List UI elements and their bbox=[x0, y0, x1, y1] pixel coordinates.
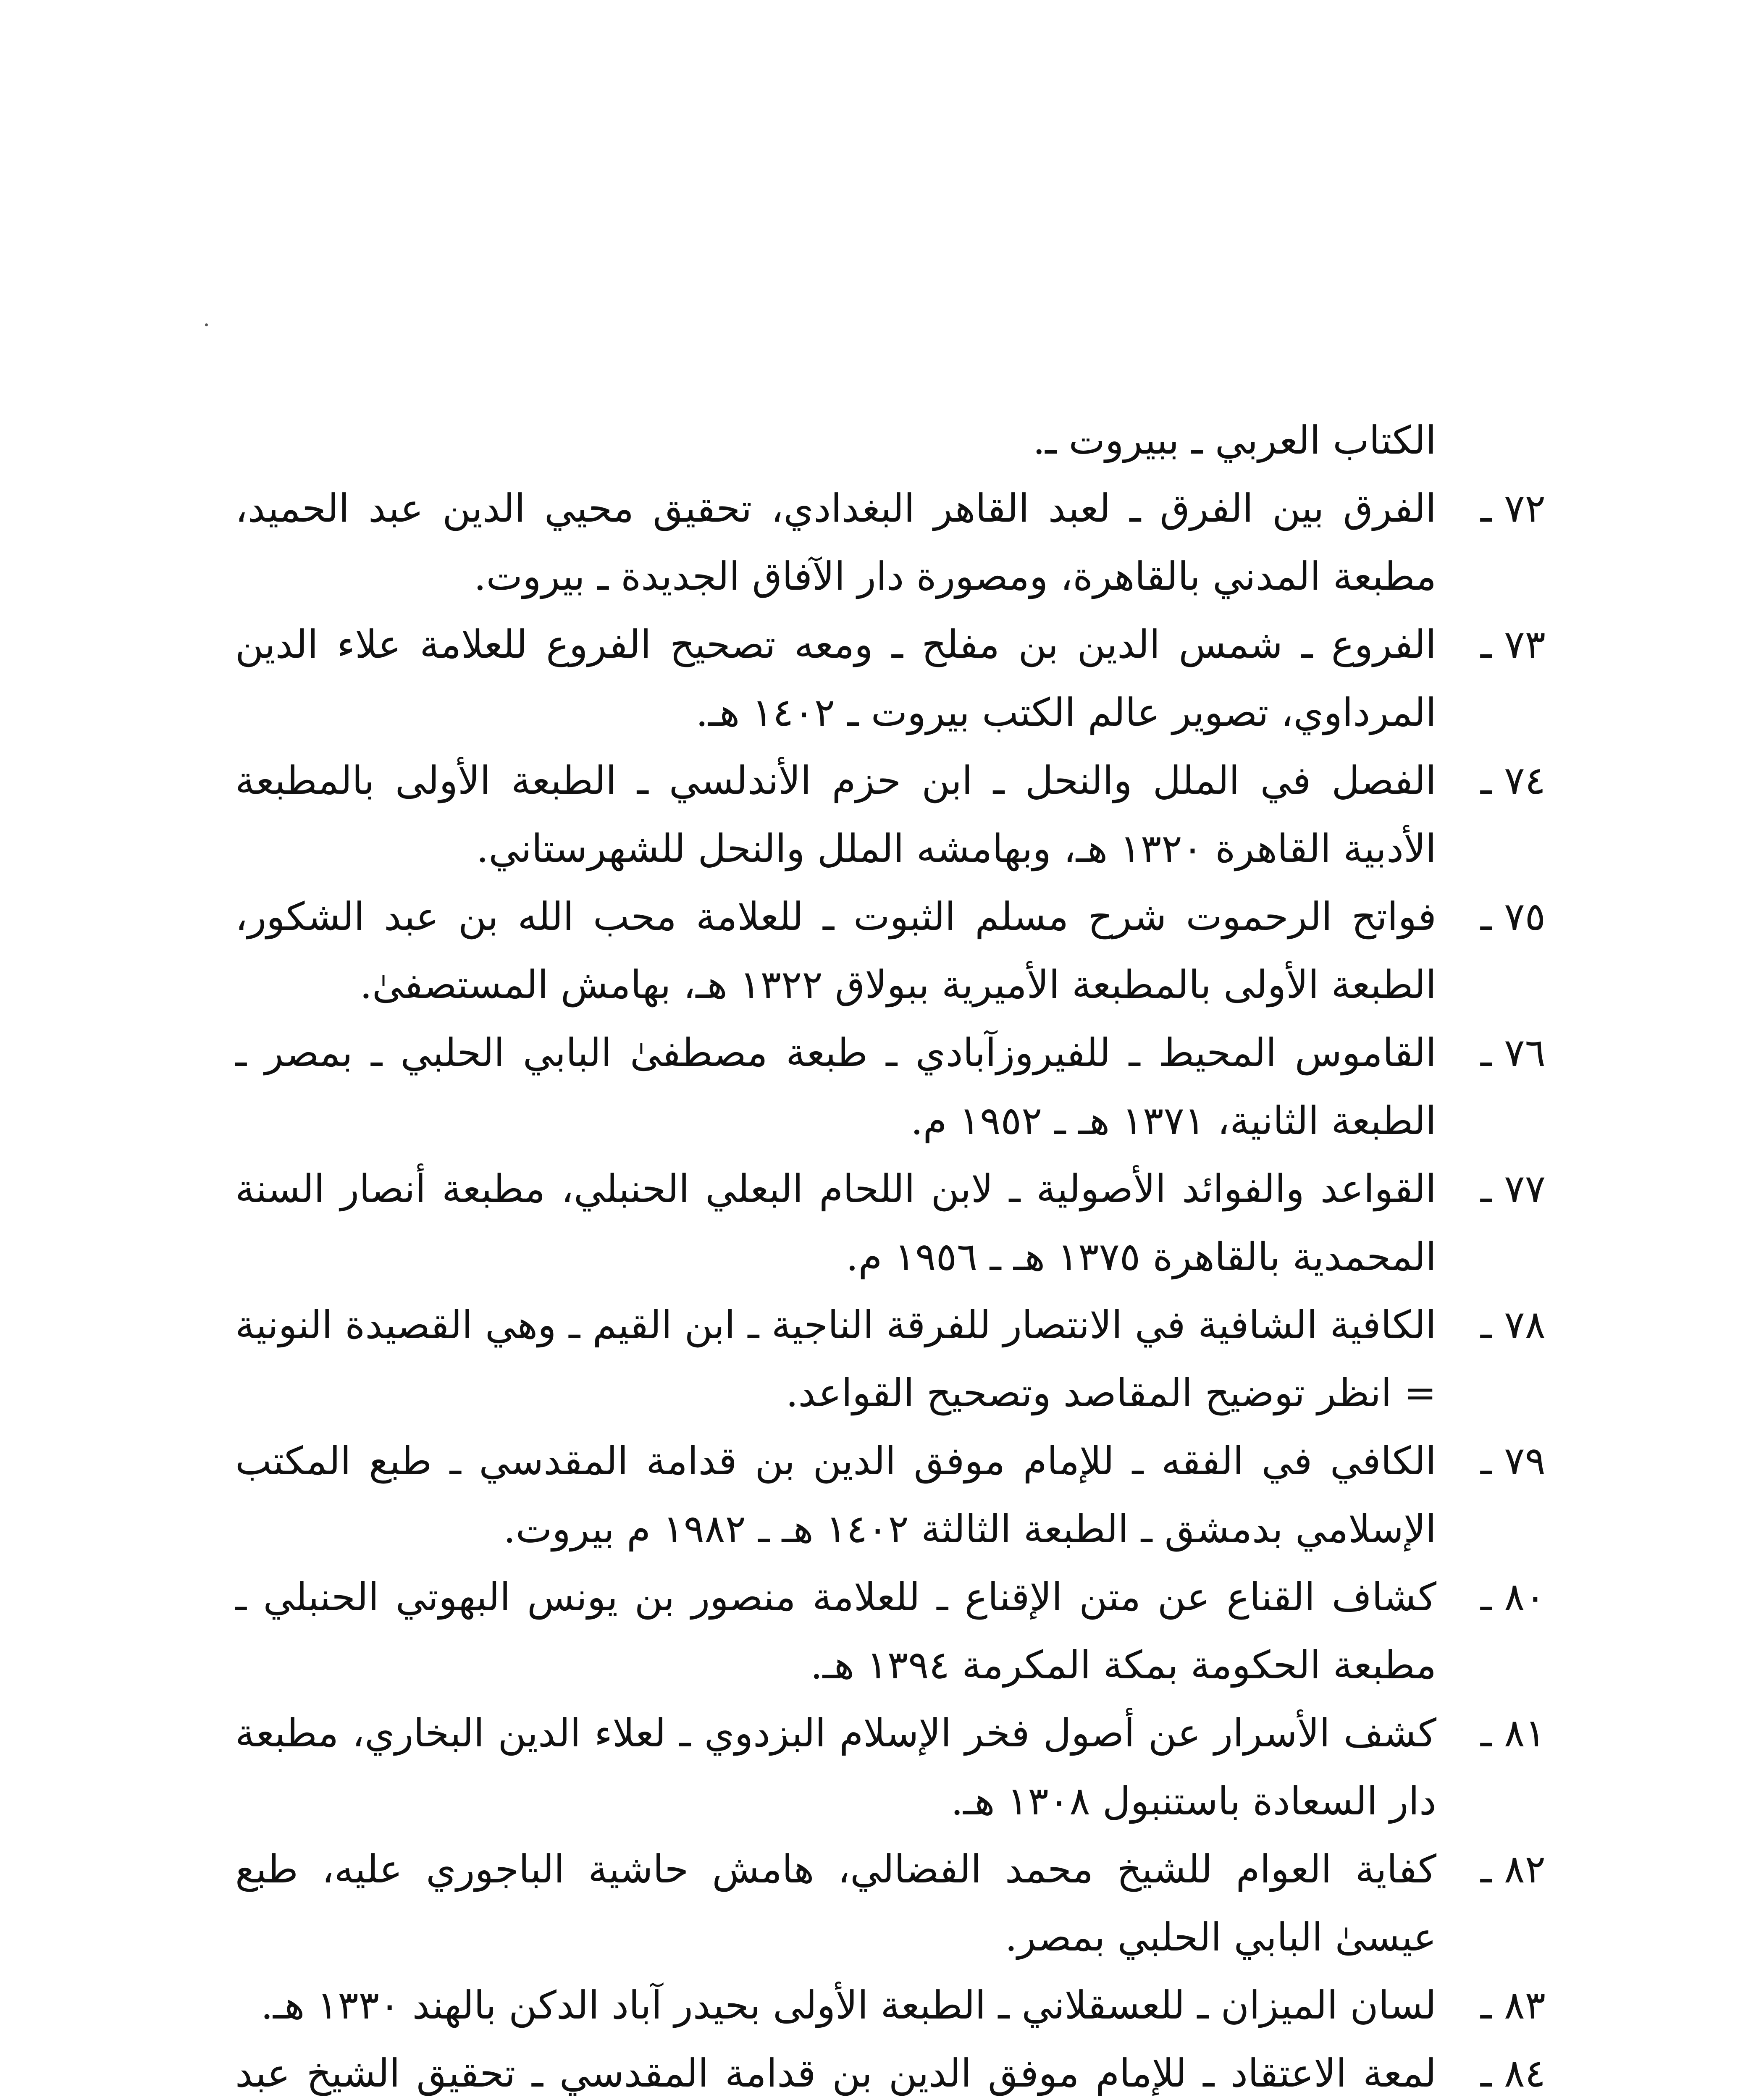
entry-number: ٨٤ ـ bbox=[1480, 2051, 1546, 2096]
entry-text: القواعد والفوائد الأصولية ـ لابن اللحام البعلي الحنبلي، مطبعة أنصار السنة المحمدية بالقاهرة ١٣٧٥ هـ ـ ١٩٥٦ م. bbox=[235, 1166, 1436, 1279]
entry-number: ٨٢ ـ bbox=[1480, 1847, 1546, 1892]
entry-text: كشف الأسرار عن أصول فخر الإسلام البزدوي ـ لعلاء الدين البخاري، مطبعة دار السعادة باستنبول ١٣٠٨ هـ. bbox=[235, 1711, 1436, 1824]
entry-number: ٨٠ ـ bbox=[1480, 1575, 1546, 1620]
bibliography-entry-83 bbox=[235, 1971, 1546, 2040]
entry-text: فواتح الرحموت شرح مسلم الثبوت ـ للعلامة محب الله بن عبد الشكور، الطبعة الأولى بالمطبعة الأميرية ببولاق ١٣٢٢ هـ، بهامش المستصفىٰ. bbox=[235, 894, 1436, 1007]
bibliography-list bbox=[235, 407, 1546, 2100]
continuation-line bbox=[235, 407, 1546, 475]
bibliography-entry-76 bbox=[235, 1019, 1546, 1155]
entry-text: الكافية الشافية في الانتصار للفرقة الناجية ـ ابن القيم ـ وهي القصيدة النونية = انظر توضيح المقاصد وتصحيح القواعد. bbox=[235, 1302, 1436, 1415]
bibliography-entry-84 bbox=[235, 2040, 1546, 2100]
entry-text: الفرق بين الفرق ـ لعبد القاهر البغدادي، تحقيق محيي الدين عبد الحميد، مطبعة المدني بالقاهرة، ومصورة دار الآفاق الجديدة ـ بيروت. bbox=[235, 486, 1436, 599]
entry-number: ٧٢ ـ bbox=[1480, 486, 1546, 531]
entry-number: ٧٨ ـ bbox=[1480, 1302, 1546, 1347]
bibliography-entry-72 bbox=[235, 475, 1546, 611]
entry-text: لسان الميزان ـ للعسقلاني ـ الطبعة الأولى بحيدر آباد الدكن بالهند ١٣٣٠ هـ. bbox=[260, 1983, 1436, 2028]
entry-number: ٧٩ ـ bbox=[1480, 1438, 1546, 1483]
bibliography-entry-73 bbox=[235, 611, 1546, 747]
scan-speck bbox=[205, 323, 208, 326]
entry-text: الكافي في الفقه ـ للإمام موفق الدين بن قدامة المقدسي ـ طبع المكتب الإسلامي بدمشق ـ الطبعة الثالثة ١٤٠٢ هـ ـ ١٩٨٢ م بيروت. bbox=[235, 1438, 1436, 1551]
bibliography-entry-80 bbox=[235, 1563, 1546, 1699]
bibliography-entry-79 bbox=[235, 1427, 1546, 1563]
continuation-text: الكتاب العربي ـ ببيروت ـ. bbox=[1033, 418, 1436, 463]
entry-text: الفصل في الملل والنحل ـ ابن حزم الأندلسي ـ الطبعة الأولى بالمطبعة الأدبية القاهرة ١٣٢٠ هـ، وبهامشه الملل والنحل للشهرستاني. bbox=[235, 758, 1436, 871]
bibliography-entry-77 bbox=[235, 1155, 1546, 1291]
entry-text: الفروع ـ شمس الدين بن مفلح ـ ومعه تصحيح الفروع للعلامة علاء الدين المرداوي، تصوير عالم الكتب بيروت ـ ١٤٠٢ هـ. bbox=[235, 622, 1436, 735]
entry-number: ٧٧ ـ bbox=[1480, 1166, 1546, 1211]
entry-text: القاموس المحيط ـ للفيروزآبادي ـ طبعة مصطفىٰ البابي الحلبي ـ بمصر ـ الطبعة الثانية، ١٣٧١ هـ ـ ١٩٥٢ م. bbox=[235, 1030, 1436, 1143]
entry-number: ٨١ ـ bbox=[1480, 1711, 1546, 1756]
entry-number: ٧٥ ـ bbox=[1480, 894, 1546, 939]
entry-number: ٨٣ ـ bbox=[1480, 1983, 1546, 2028]
bibliography-entry-78 bbox=[235, 1291, 1546, 1427]
bibliography-entry-75 bbox=[235, 883, 1546, 1019]
bibliography-entry-81 bbox=[235, 1699, 1546, 1835]
entry-text: كفاية العوام للشيخ محمد الفضالي، هامش حاشية الباجوري عليه، طبع عيسىٰ البابي الحلبي بمصر. bbox=[235, 1847, 1436, 1960]
entry-text: لمعة الاعتقاد ـ للإمام موفق الدين بن قدامة المقدسي ـ تحقيق الشيخ عبد bbox=[235, 2051, 1436, 2096]
entry-number: ٧٦ ـ bbox=[1480, 1030, 1546, 1075]
entry-number: ٧٤ ـ bbox=[1480, 758, 1546, 803]
bibliography-entry-74 bbox=[235, 747, 1546, 883]
entry-number: ٧٣ ـ bbox=[1480, 622, 1546, 667]
bibliography-entry-82 bbox=[235, 1835, 1546, 1971]
entry-text: كشاف القناع عن متن الإقناع ـ للعلامة منصور بن يونس البهوتي الحنبلي ـ مطبعة الحكومة بمكة المكرمة ١٣٩٤ هـ. bbox=[235, 1575, 1436, 1688]
